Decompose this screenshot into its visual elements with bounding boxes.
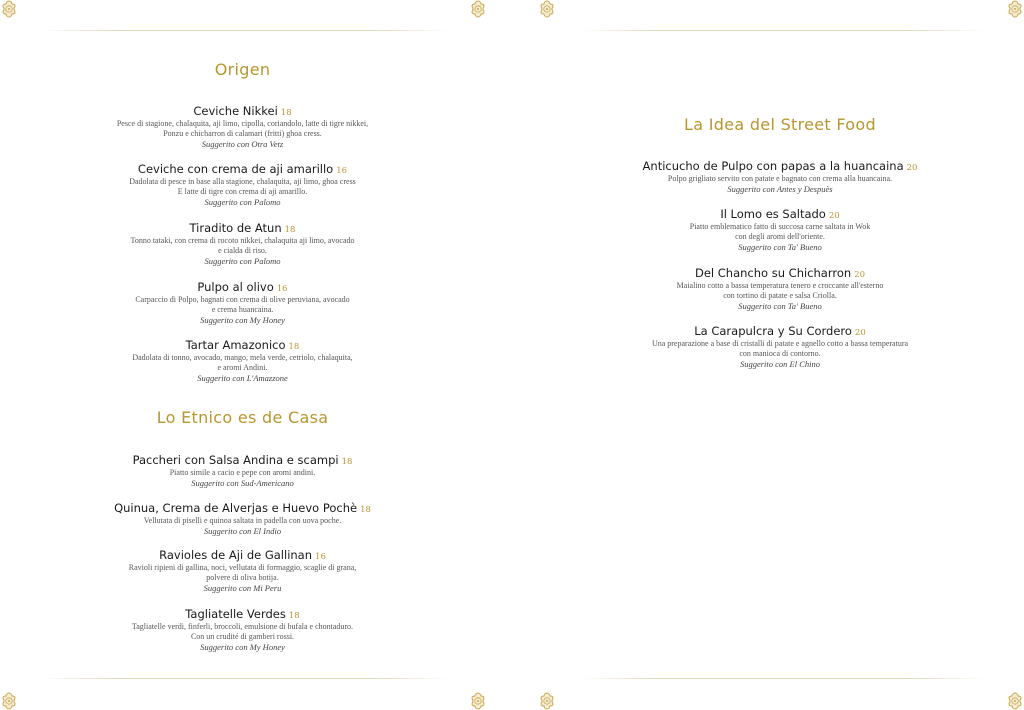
item-suggestion: Suggerito con My Honey (200, 642, 285, 652)
menu-item (40, 544, 445, 594)
item-description: Vellutata di piselli e quinoa saltata in padella con uova poche. (143, 516, 342, 525)
item-price: 18 (284, 225, 296, 235)
item-suggestion: Suggerito con Palomo (204, 197, 281, 207)
ornament-icon (538, 692, 556, 710)
item-suggestion: Suggerito con My Honey (200, 315, 285, 325)
item-name: Tiradito de Atun (189, 221, 282, 235)
item-price: 18 (288, 342, 300, 352)
item-price: 18 (288, 611, 300, 621)
item-price: 20 (906, 163, 918, 173)
item-description: con manioca di contorno. (739, 349, 821, 358)
item-suggestion: Suggerito con Sud-Americano (191, 478, 294, 488)
item-name: Il Lomo es Saltado (720, 207, 826, 221)
item-description: con degli aromi dell'oriente. (735, 232, 825, 241)
item-price: 20 (854, 270, 865, 280)
menu-item (580, 203, 980, 253)
menu-item (40, 158, 445, 208)
item-description: Maialino cotto a bassa temperatura tenero e croccante all'esterno (676, 281, 884, 290)
menu-item (40, 603, 445, 653)
menu-item (580, 262, 980, 312)
item-description: Tonno tataki, con crema di rocoto nikkei, chalaquita aji limo, avocado (130, 236, 355, 245)
item-description: Piatto emblematico fatto di succosa carne saltata in Wok (689, 222, 871, 231)
item-description: con tortino di patate e salsa Criolla. (723, 291, 837, 300)
section-title-street-food: La Idea del Street Food (684, 115, 876, 134)
item-description: Dadolata di tonno, avocado, mango, mela verde, cetriolo, chalaquita, (132, 353, 353, 362)
item-description: Dadolata di pesce in base alla stagione, chalaquita, aji limo, ghoa cress (129, 177, 356, 186)
item-suggestion: Suggerito con Ta' Bueno (738, 242, 822, 252)
item-description: e aromi Andini. (217, 363, 268, 372)
item-description: Piatto simile a cacio e pepe con aromi andini. (169, 468, 316, 477)
item-suggestion: Suggerito con L'Amazzone (197, 373, 288, 383)
item-description: Ponzu e chicharron di calamari (fritti) ghoa cress. (163, 129, 322, 138)
section-title-lo-etnico: Lo Etnico es de Casa (156, 408, 329, 427)
item-description: e cialda di riso. (218, 246, 267, 255)
item-price: 18 (280, 108, 292, 118)
item-suggestion: Suggerito con Ta' Bueno (738, 301, 822, 311)
item-name: Ceviche con crema de aji amarillo (137, 162, 334, 176)
item-description: Una preparazione a base di cristalli di patate e agnello cotto a bassa temperatura (651, 339, 909, 348)
ornament-icon (1006, 692, 1024, 710)
item-name: Ravioles de Aji de Gallinan (159, 548, 313, 562)
item-name: La Carapulcra y Su Cordero (694, 324, 852, 338)
item-price: 20 (828, 211, 840, 221)
ornament-icon (538, 0, 556, 18)
item-description: Con un crudité di gamberi rossi. (190, 632, 295, 641)
item-suggestion: Suggerito con Antes y Despuès (727, 184, 833, 194)
menu-item (40, 449, 445, 489)
item-name: Quinua, Crema de Alverjas e Huevo Pochè (114, 501, 358, 515)
item-suggestion: Suggerito con Palomo (204, 256, 281, 266)
item-price: 18 (360, 505, 371, 515)
item-name: Ceviche Nikkei (193, 104, 278, 118)
item-name: Tagliatelle Verdes (185, 607, 286, 621)
ornament-icon (469, 0, 487, 18)
item-description: Pesce di stagione, chalaquita, aji limo, cipolla, coriandolo, latte di tigre nikkei, (116, 119, 369, 128)
item-description: Tagliatelle verdi, finferli, broccoli, emulsione di bufala e chontaduro. (131, 622, 354, 631)
section-title-origen: Origen (214, 60, 271, 79)
item-description: polvere di oliva botija. (206, 573, 279, 582)
item-price: 16 (336, 166, 348, 176)
item-price: 20 (854, 328, 866, 338)
ornament-icon (0, 0, 18, 18)
left-page (40, 0, 450, 710)
item-description: Ravioli ripieni di gallina, noci, vellutata di formaggio, scaglie di grana, (128, 563, 357, 572)
ornament-icon (1006, 0, 1024, 18)
menu-item (40, 497, 445, 537)
item-name: Paccheri con Salsa Andina e scampi (132, 453, 339, 467)
item-description: e crema huancaina. (211, 305, 274, 314)
item-name: Tartar Amazonico (185, 338, 286, 352)
item-price: 18 (341, 457, 353, 467)
item-suggestion: Suggerito con Otra Vetz (201, 139, 284, 149)
menu-item (580, 155, 980, 195)
item-price: 16 (276, 284, 288, 294)
item-description: E latte di tigre con crema di aji amarillo. (177, 187, 308, 196)
item-suggestion: Suggerito con Mi Peru (203, 583, 282, 593)
menu-item (40, 100, 445, 150)
ornament-icon (0, 692, 18, 710)
item-name: Anticucho de Pulpo con papas a la huancaina (642, 159, 904, 173)
menu-item (40, 276, 445, 326)
item-price: 16 (315, 552, 326, 562)
menu-item (40, 217, 445, 267)
right-page (580, 0, 985, 710)
menu-item (40, 334, 445, 384)
item-suggestion: Suggerito con El Indio (203, 526, 282, 536)
item-description: Polpo grigliato servito con patate e bagnato con crema alla huancaina. (667, 174, 893, 183)
item-suggestion: Suggerito con El Chino (739, 359, 821, 369)
item-name: Pulpo al olivo (197, 280, 274, 294)
ornament-icon (469, 692, 487, 710)
item-name: Del Chancho su Chicharron (695, 266, 852, 280)
item-description: Carpaccio di Polpo, bagnati con crema di olive peruviana, avocado (135, 295, 350, 304)
menu-item (580, 320, 980, 370)
